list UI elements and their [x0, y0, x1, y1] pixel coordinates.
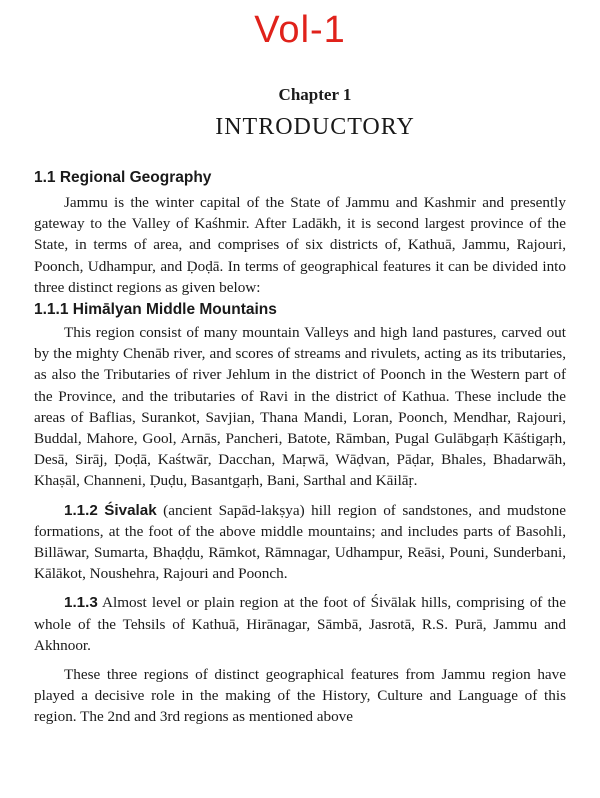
- section-heading-himalyan-middle-mountains: 1.1.1 Himālyan Middle Mountains: [34, 301, 277, 319]
- plain-region-number: 1.1.3: [64, 594, 98, 612]
- chapter-title: INTRODUCTORY: [215, 114, 415, 140]
- paragraph-closing: These three regions of distinct geographical features from Jammu region have played a decisive role in the making of the History, Culture and Language of this region. The 2nd and 3rd regions as mentioned above: [34, 666, 566, 726]
- plain-region-text: Almost level or plain region at the foot of Śivālak hills, comprising of the whole of the Tehsils of Kathuā, Hirānagar, Sāmbā, Jasrotā, R.S. Purā, Jammu and Akhnoor.: [34, 594, 566, 654]
- sivalak-text: (ancient Sapād-lakṣya) hill region of sandstones, and mudstone formations, at the foot of the above middle mountains; and includes parts of Basohli, Billāwar, Sumarta, Bhaḍḍu, Rāmkot, Rāmnagar, Udhampur, Reāsi, Pouni, Sunderbani, Kālākot, Noushehra, Rajouri and Poonch.: [34, 501, 566, 583]
- sivalak-number: 1.1.2: [64, 501, 98, 519]
- book-page: [34, 84, 566, 728]
- paragraph-regional-geography: Jammu is the winter capital of the State of Jammu and Kashmir and presently gateway to the Valley of Kaśhmir. After Ladākh, it is second largest province of the State, in terms of area, and comprises of six districts of, Kathuā, Jammu, Rajouri, Poonch, Udhampur, and Ḍoḍā. In terms of geographical features it can be divided into three distinct regions as given below:: [34, 194, 566, 296]
- sivalak-term: Śivalak: [104, 501, 157, 519]
- section-heading-regional-geography: 1.1 Regional Geography: [34, 169, 212, 186]
- paragraph-sivalak: [34, 500, 566, 585]
- chapter-number: Chapter 1: [278, 85, 352, 104]
- volume-label: Vol-1: [254, 9, 346, 51]
- paragraph-himalyan-middle-mountains: This region consist of many mountain Valleys and high land pastures, carved out by the mighty Chenāb river, and scores of streams and rivulets, acting as its tributaries, as also the Tributaries of river Jehlum in the district of Poonch in the Western part of the Province, and the tributaries of Ravi in the district of Kathua. These include the areas of Baflias, Surankot, Savjian, Thana Mandi, Loran, Poonch, Mendhar, Rajouri, Buddal, Mahore, Gool, Arnās, Pancheri, Batote, Rāmban, Pugal Gulābgaṛh Kāśtigaṛh, Desā, Sirāj, Ḍoḍā, Kaśtwār, Dacchan, Maṛwā, Wāḍvan, Pāḍar, Bhales, Bhadarwāh, Khaṣāl, Channeni, Ḍuḍu, Basantgaṛh, Bani, Sarthal and Kāilāṛ.: [34, 324, 566, 490]
- paragraph-plain-region: [34, 592, 566, 656]
